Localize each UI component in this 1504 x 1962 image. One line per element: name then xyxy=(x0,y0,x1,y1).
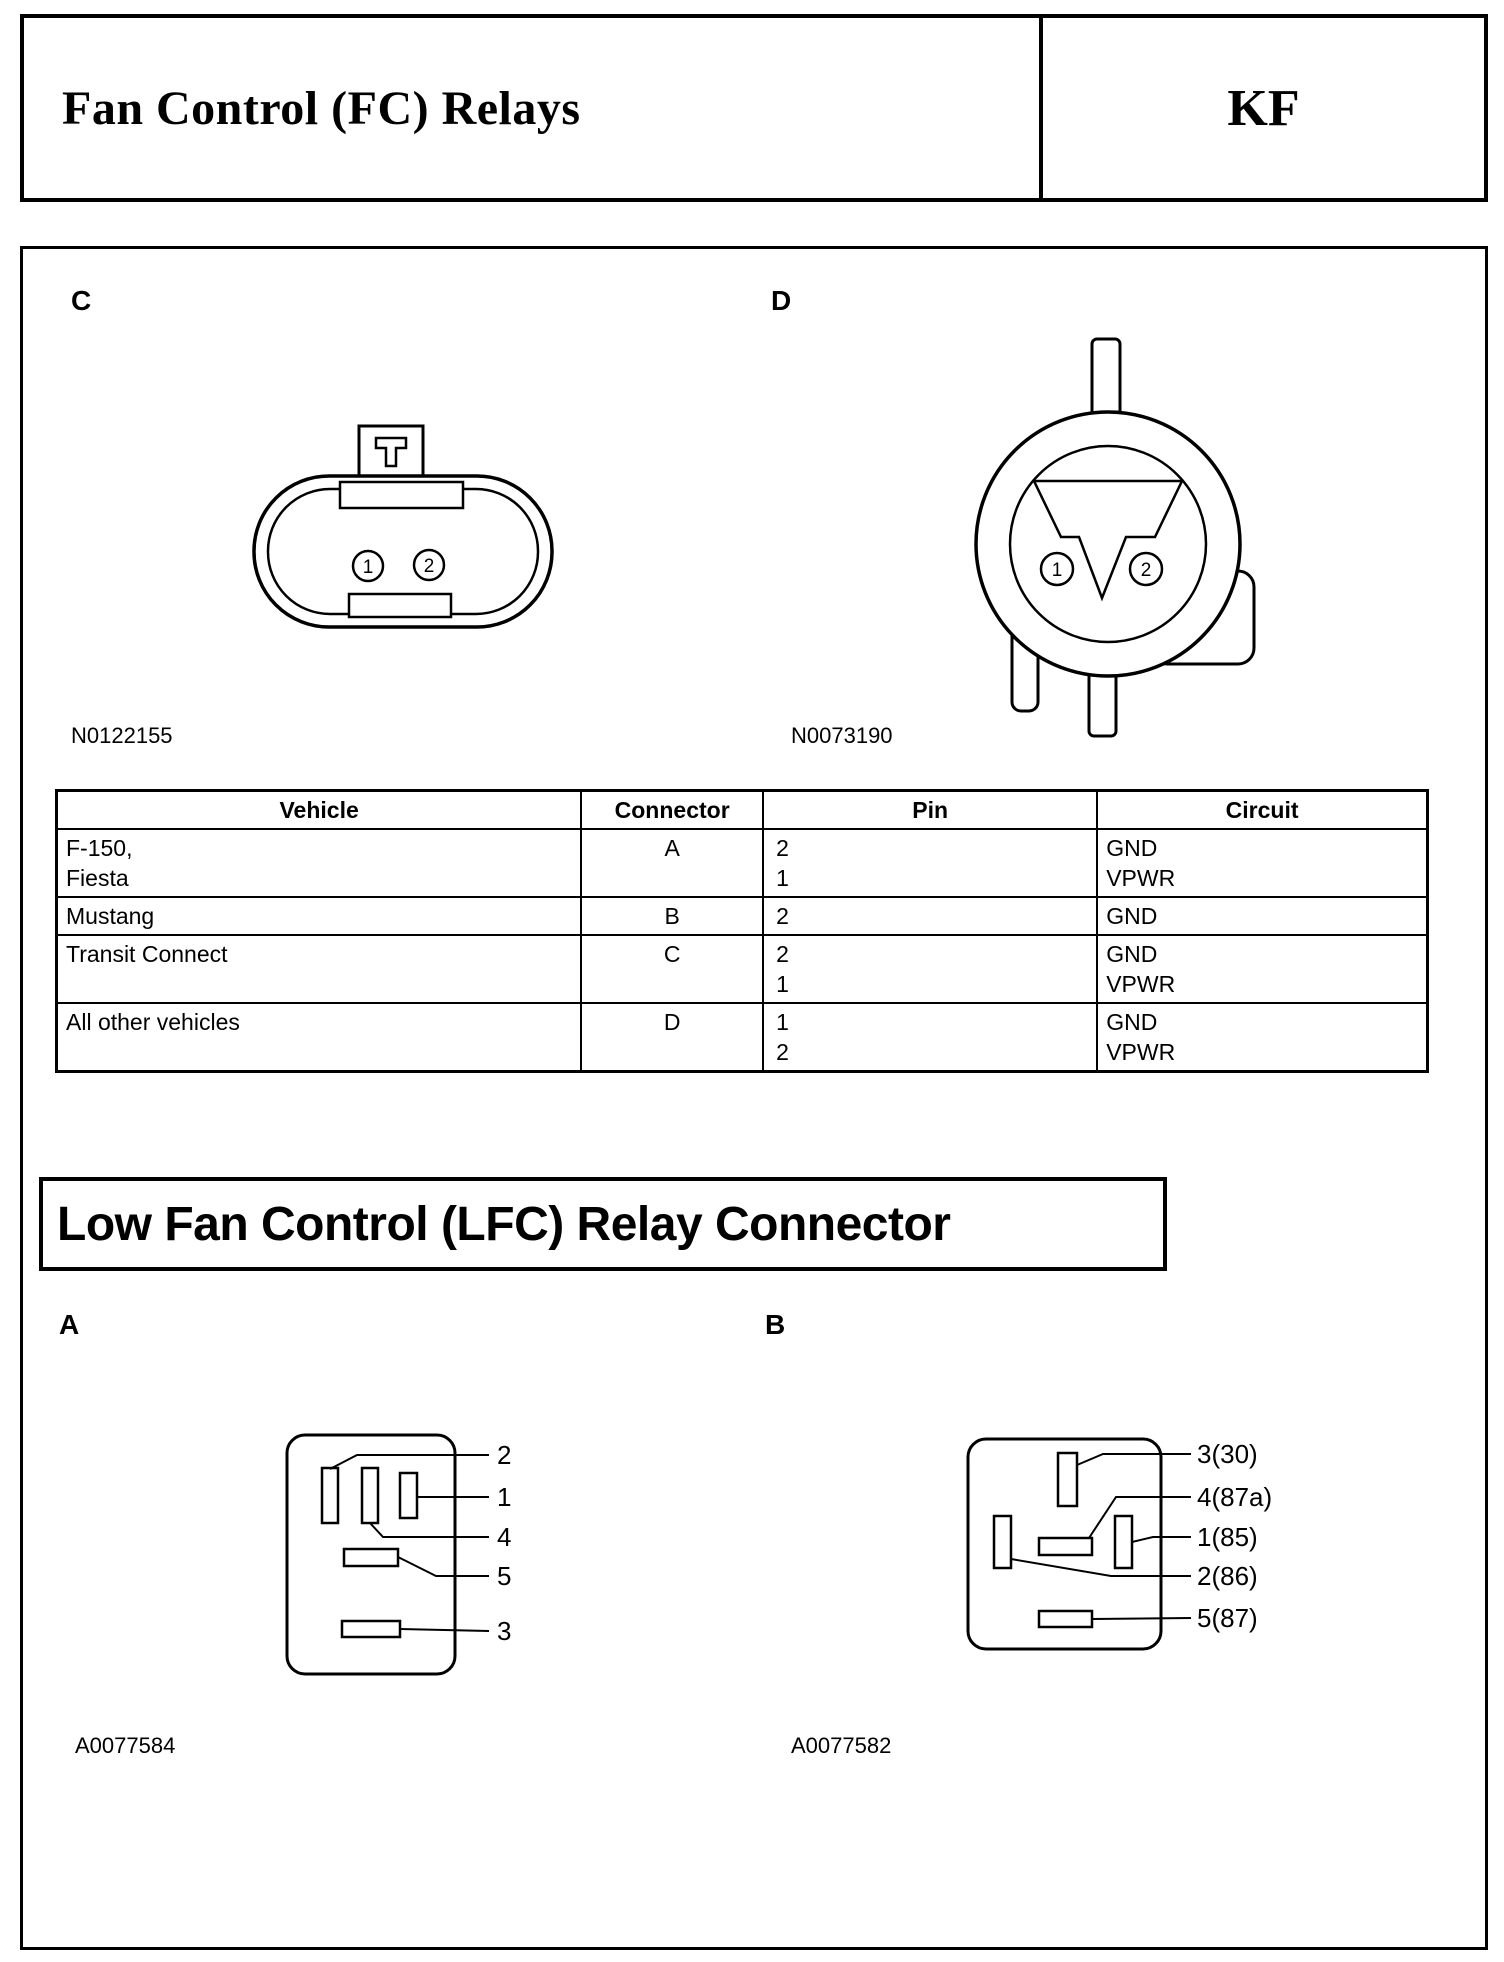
col-header-vehicle: Vehicle xyxy=(57,791,582,830)
cell-circuit xyxy=(1097,1003,1427,1072)
cell-vehicle xyxy=(57,1003,582,1072)
table-row xyxy=(57,1003,1428,1072)
page-title: Fan Control (FC) Relays xyxy=(62,81,581,135)
circuit-line: GND xyxy=(1106,1009,1158,1035)
figure-id-relay-a: A0077584 xyxy=(75,1733,176,1758)
cell-pin xyxy=(763,829,1097,897)
pin-line: 2 xyxy=(776,903,789,929)
lfc-section-heading: Low Fan Control (LFC) Relay Connector xyxy=(57,1197,951,1251)
circuit-line: GND xyxy=(1106,903,1158,929)
relay-a-pin-labels xyxy=(497,1440,511,1646)
col-header-connector: Connector xyxy=(581,791,763,830)
table-row xyxy=(57,897,1428,935)
connector-c-bottom-keyway xyxy=(349,594,451,617)
relay-a-pin-label: 5 xyxy=(497,1561,512,1591)
pin-line: 2 xyxy=(776,941,789,967)
cell-circuit xyxy=(1097,897,1427,935)
cell-connector: A xyxy=(581,829,763,897)
cell-connector: C xyxy=(581,935,763,1003)
page-header-title-cell xyxy=(24,18,1039,198)
circuit-line: VPWR xyxy=(1106,865,1176,891)
figure-label-c: C xyxy=(71,285,92,316)
section-code: KF xyxy=(1227,79,1300,137)
cell-pin xyxy=(763,897,1097,935)
cell-vehicle xyxy=(57,935,582,1003)
pin-line: 1 xyxy=(776,865,789,891)
cell-pin xyxy=(763,1003,1097,1072)
cell-connector: D xyxy=(581,1003,763,1072)
connector-d-diagram xyxy=(951,331,1281,751)
relay-b-pin-label: 4(87a) xyxy=(1197,1482,1273,1512)
table-header-row xyxy=(57,791,1428,830)
connector-c-pin1-number: 1 xyxy=(362,557,374,578)
page-header xyxy=(20,14,1488,202)
col-header-pin: Pin xyxy=(763,791,1097,830)
figure-id-relay-b: A0077582 xyxy=(791,1733,892,1758)
pin-line: 1 xyxy=(776,1009,789,1035)
connector-c-pin2-number: 2 xyxy=(423,556,435,577)
cell-circuit xyxy=(1097,935,1427,1003)
figure-label-d: D xyxy=(771,285,792,316)
figure-label-b: B xyxy=(765,1309,786,1340)
pin-line: 2 xyxy=(776,835,789,861)
cell-pin xyxy=(763,935,1097,1003)
vehicle-line: Transit Connect xyxy=(66,941,228,967)
content-frame xyxy=(20,246,1488,1950)
relay-b-leader-lines xyxy=(1011,1454,1191,1619)
vehicle-line: Mustang xyxy=(66,903,155,929)
pin-line: 1 xyxy=(776,971,789,997)
circuit-line: VPWR xyxy=(1106,1039,1176,1065)
table-row xyxy=(57,829,1428,897)
cell-circuit xyxy=(1097,829,1427,897)
cell-vehicle xyxy=(57,897,582,935)
figure-id-connector-c: N0122155 xyxy=(71,723,173,748)
circuit-line: GND xyxy=(1106,835,1158,861)
relay-a-terminals xyxy=(322,1468,417,1637)
connector-c-diagram xyxy=(243,421,573,651)
relay-a-pinout-diagram xyxy=(271,1421,521,1701)
relay-a-pin-label: 3 xyxy=(497,1616,512,1646)
relay-b-pin-label: 5(87) xyxy=(1197,1603,1258,1633)
vehicle-line: F-150, xyxy=(66,835,133,861)
figure-label-a: A xyxy=(59,1309,80,1340)
pin-line: 2 xyxy=(776,1039,789,1065)
relay-b-terminals xyxy=(994,1453,1132,1627)
connector-d-pin2-number: 2 xyxy=(1140,560,1152,581)
table-row xyxy=(57,935,1428,1003)
connector-c-latch-tab-icon xyxy=(359,426,423,480)
circuit-line: VPWR xyxy=(1106,971,1176,997)
connector-d-pin1-number: 1 xyxy=(1051,560,1063,581)
page-header-code-cell xyxy=(1039,18,1484,198)
col-header-circuit: Circuit xyxy=(1097,791,1427,830)
relay-b-pin-label: 3(30) xyxy=(1197,1439,1258,1469)
vehicle-line: Fiesta xyxy=(66,865,129,891)
relay-b-pin-label: 1(85) xyxy=(1197,1522,1258,1552)
relay-a-pin-label: 4 xyxy=(497,1522,512,1552)
relay-b-pin-labels xyxy=(1197,1439,1272,1633)
relay-b-pin-label: 2(86) xyxy=(1197,1561,1258,1591)
vehicle-line: All other vehicles xyxy=(66,1009,240,1035)
relay-a-pin-label: 1 xyxy=(497,1482,512,1512)
connector-c-top-keyway xyxy=(340,482,463,508)
vehicle-connector-pin-table xyxy=(55,789,1429,1073)
cell-vehicle xyxy=(57,829,582,897)
relay-a-pin-label: 2 xyxy=(497,1440,512,1470)
cell-connector: B xyxy=(581,897,763,935)
figure-id-connector-d: N0073190 xyxy=(791,723,893,748)
circuit-line: GND xyxy=(1106,941,1158,967)
lfc-section-heading-box xyxy=(39,1177,1167,1271)
relay-b-pinout-diagram xyxy=(951,1421,1311,1691)
